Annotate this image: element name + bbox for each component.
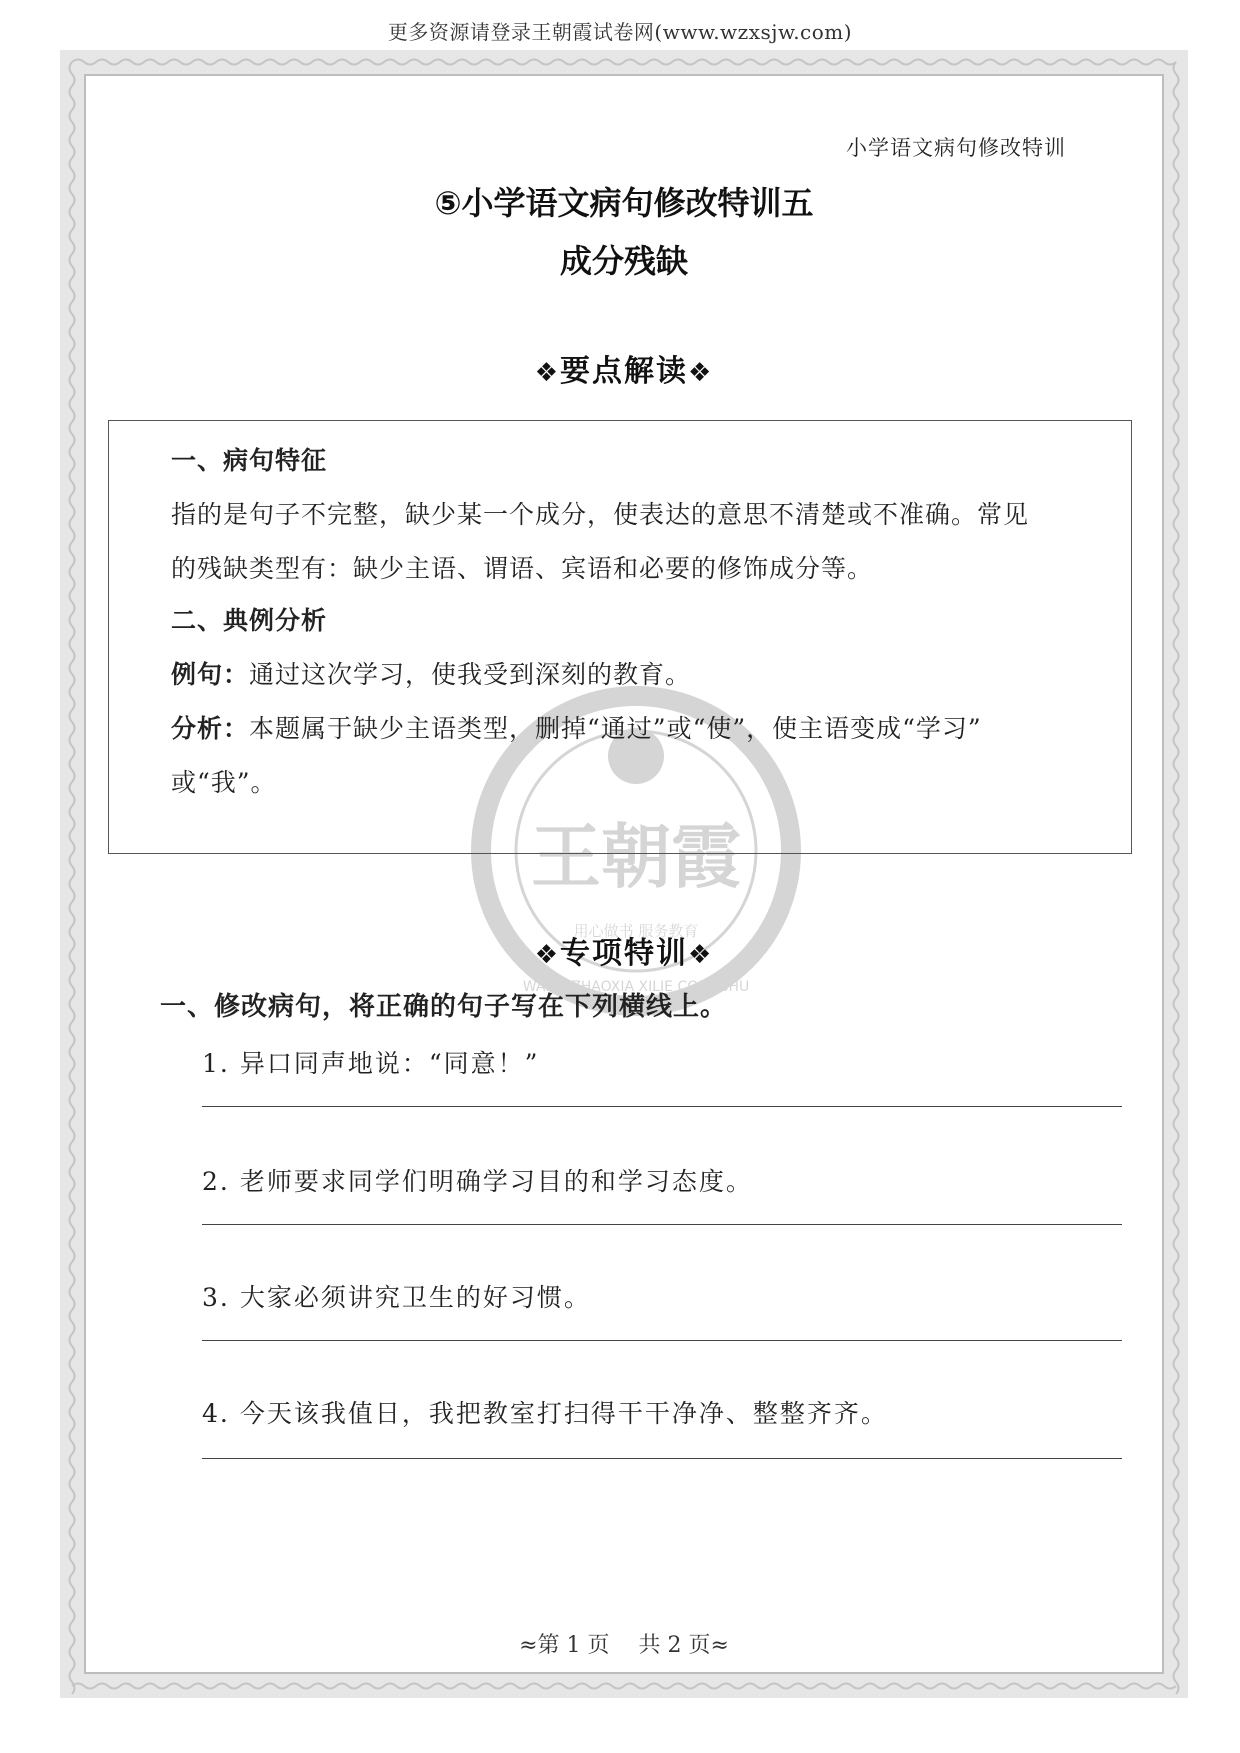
exercise-item (202, 1278, 591, 1314)
item-number: 1. (202, 1049, 230, 1078)
watermark-text: 王朝霞 (531, 815, 741, 898)
page-footer: ≈第 1 页 共 2 页≈ (519, 1633, 729, 1658)
analysis-line2: 或“我”。 (171, 768, 277, 797)
section-heading-practice (86, 928, 1162, 972)
item-text: 异口同声地说：“同意！” (239, 1049, 540, 1078)
answer-line[interactable] (202, 1340, 1122, 1341)
item-text: 大家必须讲究卫生的好习惯。 (239, 1283, 591, 1312)
diamond-icon: ❖ (688, 940, 714, 970)
watermark-ring-text: WANG ZHAOXIA XILIE CONGSHU (522, 979, 750, 995)
analysis-line1 (171, 711, 1121, 747)
feature-paragraph-line2: 的残缺类型有：缺少主语、谓语、宾语和必要的修饰成分等。 (171, 554, 874, 583)
example-sentence (171, 657, 1121, 693)
exercise-item (202, 1394, 888, 1430)
top-banner: 更多资源请登录王朝霞试卷网(www.wzxsjw.com) (387, 20, 853, 44)
exercise-item (202, 1162, 753, 1198)
answer-line[interactable] (202, 1458, 1122, 1459)
feature-heading: 一、病句特征 (171, 446, 328, 475)
item-text: 老师要求同学们明确学习目的和学习态度。 (239, 1167, 753, 1196)
analysis-text: 本题属于缺少主语类型，删掉“通过”或“使”，使主语变成“学习” (249, 714, 982, 743)
answer-line[interactable] (202, 1224, 1122, 1225)
diamond-icon: ❖ (534, 940, 560, 970)
exercise-instruction: 一、修改病句，将正确的句子写在下列横线上。 (160, 992, 728, 1022)
exercise-item (202, 1044, 539, 1080)
answer-line[interactable] (202, 1106, 1122, 1107)
worksheet-page (84, 74, 1164, 1674)
section-heading-key-points (86, 346, 1162, 390)
example-heading: 二、典例分析 (171, 606, 328, 635)
watermark-slogan: 用心做书 服务教育 (573, 922, 699, 940)
page-subtitle: 成分残缺 (559, 242, 688, 280)
item-number: 4. (202, 1399, 230, 1428)
item-number: 3. (202, 1283, 230, 1312)
section-label: 专项特训 (560, 936, 688, 971)
feature-paragraph-line1: 指的是句子不完整，缺少某一个成分，使表达的意思不清楚或不准确。常见 (171, 500, 1030, 529)
analysis-label: 分析： (171, 714, 250, 743)
diamond-icon: ❖ (534, 358, 560, 388)
item-number: 2. (202, 1167, 230, 1196)
example-label: 例句： (171, 660, 250, 689)
page-title: ⑤小学语文病句修改特训五 (434, 184, 814, 222)
section-label: 要点解读 (560, 354, 688, 389)
key-points-box (108, 420, 1132, 854)
header-note: 小学语文病句修改特训 (846, 136, 1066, 160)
watermark-registered: ® (756, 750, 774, 771)
example-text: 通过这次学习，使我受到深刻的教育。 (249, 660, 692, 689)
item-text: 今天该我值日，我把教室打扫得干干净净、整整齐齐。 (239, 1399, 888, 1428)
diamond-icon: ❖ (688, 358, 714, 388)
